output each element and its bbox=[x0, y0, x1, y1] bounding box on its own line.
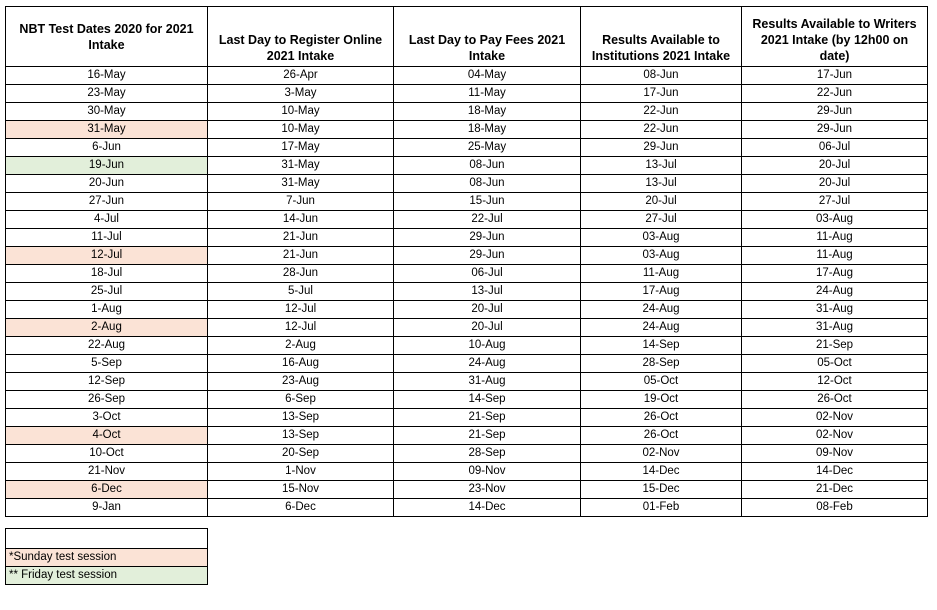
cell-results-writers: 29-Jun bbox=[742, 103, 928, 121]
cell-test-date: 4-Jul bbox=[6, 211, 208, 229]
header-fee-deadline: Last Day to Pay Fees 2021 Intake bbox=[394, 7, 581, 67]
cell-results-institutions: 01-Feb bbox=[581, 499, 742, 517]
cell-register-deadline: 2-Aug bbox=[208, 337, 394, 355]
cell-results-institutions: 27-Jul bbox=[581, 211, 742, 229]
cell-register-deadline: 10-May bbox=[208, 103, 394, 121]
cell-fee-deadline: 04-May bbox=[394, 67, 581, 85]
cell-register-deadline: 23-Aug bbox=[208, 373, 394, 391]
cell-results-writers: 12-Oct bbox=[742, 373, 928, 391]
cell-register-deadline: 31-May bbox=[208, 157, 394, 175]
cell-fee-deadline: 20-Jul bbox=[394, 319, 581, 337]
table-row bbox=[6, 85, 928, 103]
cell-results-institutions: 13-Jul bbox=[581, 175, 742, 193]
cell-register-deadline: 1-Nov bbox=[208, 463, 394, 481]
table-row bbox=[6, 391, 928, 409]
cell-fee-deadline: 31-Aug bbox=[394, 373, 581, 391]
cell-results-writers: 17-Jun bbox=[742, 67, 928, 85]
table-row bbox=[6, 121, 928, 139]
table-row bbox=[6, 283, 928, 301]
cell-results-institutions: 05-Oct bbox=[581, 373, 742, 391]
cell-register-deadline: 21-Jun bbox=[208, 247, 394, 265]
cell-results-writers: 09-Nov bbox=[742, 445, 928, 463]
cell-fee-deadline: 09-Nov bbox=[394, 463, 581, 481]
cell-test-date: 27-Jun bbox=[6, 193, 208, 211]
cell-test-date: 1-Aug bbox=[6, 301, 208, 319]
nbt-dates-table bbox=[5, 6, 928, 517]
cell-results-writers: 22-Jun bbox=[742, 85, 928, 103]
cell-register-deadline: 15-Nov bbox=[208, 481, 394, 499]
cell-test-date: 18-Jul bbox=[6, 265, 208, 283]
table-row bbox=[6, 229, 928, 247]
cell-fee-deadline: 25-May bbox=[394, 139, 581, 157]
cell-register-deadline: 13-Sep bbox=[208, 409, 394, 427]
cell-register-deadline: 31-May bbox=[208, 175, 394, 193]
cell-results-institutions: 02-Nov bbox=[581, 445, 742, 463]
table-row bbox=[6, 175, 928, 193]
cell-fee-deadline: 28-Sep bbox=[394, 445, 581, 463]
cell-results-institutions: 14-Sep bbox=[581, 337, 742, 355]
cell-register-deadline: 6-Sep bbox=[208, 391, 394, 409]
cell-results-writers: 02-Nov bbox=[742, 427, 928, 445]
cell-fee-deadline: 14-Dec bbox=[394, 499, 581, 517]
cell-test-date: 31-May bbox=[6, 121, 208, 139]
cell-fee-deadline: 21-Sep bbox=[394, 427, 581, 445]
cell-register-deadline: 7-Jun bbox=[208, 193, 394, 211]
cell-fee-deadline: 24-Aug bbox=[394, 355, 581, 373]
cell-results-institutions: 29-Jun bbox=[581, 139, 742, 157]
table-row bbox=[6, 301, 928, 319]
table-row bbox=[6, 67, 928, 85]
cell-test-date: 20-Jun bbox=[6, 175, 208, 193]
cell-fee-deadline: 11-May bbox=[394, 85, 581, 103]
cell-test-date: 6-Dec bbox=[6, 481, 208, 499]
cell-fee-deadline: 06-Jul bbox=[394, 265, 581, 283]
cell-test-date: 12-Sep bbox=[6, 373, 208, 391]
legend-spacer bbox=[6, 529, 208, 549]
table-row bbox=[6, 103, 928, 121]
cell-results-writers: 31-Aug bbox=[742, 319, 928, 337]
header-results-writers: Results Available to Writers 2021 Intake (by 12h00 on date) bbox=[742, 7, 928, 67]
cell-register-deadline: 20-Sep bbox=[208, 445, 394, 463]
cell-fee-deadline: 13-Jul bbox=[394, 283, 581, 301]
cell-register-deadline: 14-Jun bbox=[208, 211, 394, 229]
cell-test-date: 23-May bbox=[6, 85, 208, 103]
cell-results-institutions: 26-Oct bbox=[581, 427, 742, 445]
cell-results-institutions: 03-Aug bbox=[581, 229, 742, 247]
cell-results-institutions: 28-Sep bbox=[581, 355, 742, 373]
cell-fee-deadline: 08-Jun bbox=[394, 175, 581, 193]
cell-results-writers: 06-Jul bbox=[742, 139, 928, 157]
cell-test-date: 2-Aug bbox=[6, 319, 208, 337]
cell-test-date: 25-Jul bbox=[6, 283, 208, 301]
cell-fee-deadline: 18-May bbox=[394, 121, 581, 139]
cell-results-writers: 08-Feb bbox=[742, 499, 928, 517]
cell-register-deadline: 28-Jun bbox=[208, 265, 394, 283]
table-row bbox=[6, 481, 928, 499]
cell-results-institutions: 22-Jun bbox=[581, 121, 742, 139]
cell-test-date: 6-Jun bbox=[6, 139, 208, 157]
cell-results-institutions: 26-Oct bbox=[581, 409, 742, 427]
cell-results-writers: 11-Aug bbox=[742, 229, 928, 247]
table-row bbox=[6, 373, 928, 391]
cell-results-institutions: 13-Jul bbox=[581, 157, 742, 175]
table-row bbox=[6, 409, 928, 427]
cell-register-deadline: 13-Sep bbox=[208, 427, 394, 445]
cell-results-writers: 21-Sep bbox=[742, 337, 928, 355]
table-row bbox=[6, 265, 928, 283]
cell-register-deadline: 12-Jul bbox=[208, 319, 394, 337]
cell-test-date: 3-Oct bbox=[6, 409, 208, 427]
legend-friday: ** Friday test session bbox=[6, 567, 208, 585]
cell-results-writers: 11-Aug bbox=[742, 247, 928, 265]
cell-results-writers: 26-Oct bbox=[742, 391, 928, 409]
cell-results-institutions: 14-Dec bbox=[581, 463, 742, 481]
cell-test-date: 11-Jul bbox=[6, 229, 208, 247]
cell-results-writers: 02-Nov bbox=[742, 409, 928, 427]
cell-test-date: 10-Oct bbox=[6, 445, 208, 463]
cell-register-deadline: 12-Jul bbox=[208, 301, 394, 319]
cell-fee-deadline: 10-Aug bbox=[394, 337, 581, 355]
cell-results-institutions: 24-Aug bbox=[581, 301, 742, 319]
cell-fee-deadline: 22-Jul bbox=[394, 211, 581, 229]
table-row bbox=[6, 427, 928, 445]
cell-register-deadline: 10-May bbox=[208, 121, 394, 139]
cell-register-deadline: 26-Apr bbox=[208, 67, 394, 85]
cell-test-date: 4-Oct bbox=[6, 427, 208, 445]
cell-results-writers: 20-Jul bbox=[742, 175, 928, 193]
cell-register-deadline: 5-Jul bbox=[208, 283, 394, 301]
cell-register-deadline: 21-Jun bbox=[208, 229, 394, 247]
cell-results-institutions: 24-Aug bbox=[581, 319, 742, 337]
cell-fee-deadline: 29-Jun bbox=[394, 229, 581, 247]
cell-results-writers: 14-Dec bbox=[742, 463, 928, 481]
legend bbox=[5, 528, 208, 585]
cell-results-institutions: 11-Aug bbox=[581, 265, 742, 283]
cell-results-institutions: 08-Jun bbox=[581, 67, 742, 85]
table-row bbox=[6, 445, 928, 463]
table-row bbox=[6, 247, 928, 265]
cell-results-writers: 21-Dec bbox=[742, 481, 928, 499]
table-row bbox=[6, 499, 928, 517]
cell-results-institutions: 22-Jun bbox=[581, 103, 742, 121]
header-register-deadline: Last Day to Register Online 2021 Intake bbox=[208, 7, 394, 67]
nbt-dates-sheet bbox=[5, 6, 928, 517]
cell-test-date: 21-Nov bbox=[6, 463, 208, 481]
cell-register-deadline: 6-Dec bbox=[208, 499, 394, 517]
table-row bbox=[6, 463, 928, 481]
cell-fee-deadline: 23-Nov bbox=[394, 481, 581, 499]
legend-sunday: *Sunday test session bbox=[6, 549, 208, 567]
cell-results-writers: 31-Aug bbox=[742, 301, 928, 319]
cell-test-date: 5-Sep bbox=[6, 355, 208, 373]
cell-results-writers: 27-Jul bbox=[742, 193, 928, 211]
table-row bbox=[6, 319, 928, 337]
cell-register-deadline: 17-May bbox=[208, 139, 394, 157]
table-body bbox=[6, 67, 928, 517]
cell-results-writers: 17-Aug bbox=[742, 265, 928, 283]
cell-results-institutions: 17-Jun bbox=[581, 85, 742, 103]
header-row bbox=[6, 7, 928, 67]
cell-results-institutions: 17-Aug bbox=[581, 283, 742, 301]
cell-fee-deadline: 15-Jun bbox=[394, 193, 581, 211]
cell-test-date: 19-Jun bbox=[6, 157, 208, 175]
cell-results-writers: 24-Aug bbox=[742, 283, 928, 301]
cell-results-writers: 20-Jul bbox=[742, 157, 928, 175]
cell-fee-deadline: 14-Sep bbox=[394, 391, 581, 409]
cell-test-date: 12-Jul bbox=[6, 247, 208, 265]
cell-test-date: 22-Aug bbox=[6, 337, 208, 355]
cell-results-writers: 29-Jun bbox=[742, 121, 928, 139]
cell-fee-deadline: 21-Sep bbox=[394, 409, 581, 427]
table-row bbox=[6, 355, 928, 373]
cell-results-writers: 05-Oct bbox=[742, 355, 928, 373]
cell-results-institutions: 20-Jul bbox=[581, 193, 742, 211]
cell-fee-deadline: 20-Jul bbox=[394, 301, 581, 319]
table-row bbox=[6, 337, 928, 355]
cell-register-deadline: 16-Aug bbox=[208, 355, 394, 373]
cell-results-institutions: 15-Dec bbox=[581, 481, 742, 499]
cell-test-date: 9-Jan bbox=[6, 499, 208, 517]
cell-test-date: 26-Sep bbox=[6, 391, 208, 409]
cell-register-deadline: 3-May bbox=[208, 85, 394, 103]
header-results-institutions: Results Available to Institutions 2021 Intake bbox=[581, 7, 742, 67]
table-row bbox=[6, 139, 928, 157]
cell-results-writers: 03-Aug bbox=[742, 211, 928, 229]
cell-fee-deadline: 18-May bbox=[394, 103, 581, 121]
table-row bbox=[6, 193, 928, 211]
table-row bbox=[6, 211, 928, 229]
cell-test-date: 30-May bbox=[6, 103, 208, 121]
cell-fee-deadline: 29-Jun bbox=[394, 247, 581, 265]
cell-results-institutions: 19-Oct bbox=[581, 391, 742, 409]
cell-fee-deadline: 08-Jun bbox=[394, 157, 581, 175]
header-test-date: NBT Test Dates 2020 for 2021 Intake bbox=[6, 7, 208, 67]
cell-results-institutions: 03-Aug bbox=[581, 247, 742, 265]
cell-test-date: 16-May bbox=[6, 67, 208, 85]
table-row bbox=[6, 157, 928, 175]
